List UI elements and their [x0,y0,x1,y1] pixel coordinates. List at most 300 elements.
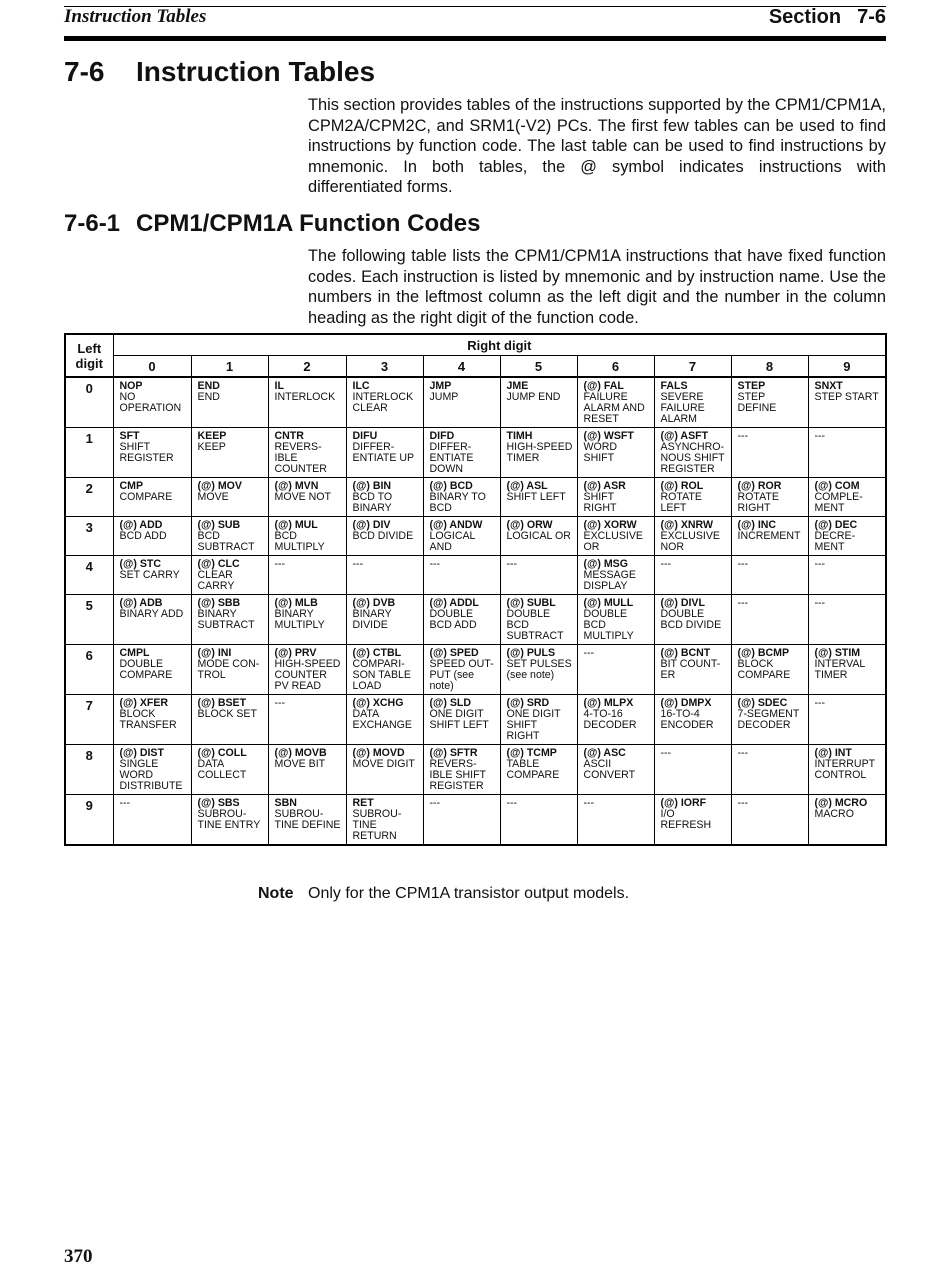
instruction-name: --- [583,647,595,659]
subsection-number: 7-6-1 [64,210,121,237]
instruction-cell [654,478,731,517]
instruction-cell [731,645,808,695]
left-digit-cell: 1 [65,428,113,478]
instruction-mnemonic: (@) MCRO [814,797,868,809]
document-page [64,0,886,1283]
instruction-cell [500,795,577,846]
instruction-cell [731,428,808,478]
instruction-name: NO OPERATION [119,391,182,414]
instruction-cell [500,695,577,745]
left-digit-cell: 3 [65,517,113,556]
left-digit-cell: 9 [65,795,113,846]
instruction-cell [268,428,346,478]
instruction-cell [808,556,886,595]
instruction-cell [731,745,808,795]
instruction-cell [113,745,191,795]
instruction-mnemonic: (@) ADD [119,519,163,531]
instruction-mnemonic: (@) SUBL [506,597,556,609]
instruction-mnemonic: KEEP [197,430,227,442]
instruction-name: MACRO [814,808,854,820]
instruction-cell [346,556,423,595]
column-header-6: 6 [577,356,654,378]
instruction-cell [731,478,808,517]
instruction-cell [113,377,191,428]
instruction-cell [577,645,654,695]
instruction-cell [268,377,346,428]
instruction-name: CLEAR CARRY [197,569,235,592]
instruction-cell [423,695,500,745]
instruction-name: --- [274,558,286,570]
instruction-mnemonic: (@) STIM [814,647,861,659]
instruction-name: BCD TO BINARY [352,491,393,514]
instruction-mnemonic: (@) MOVB [274,747,327,759]
instruction-name: SET PULSES (see note) [506,658,572,681]
instruction-cell [423,745,500,795]
instruction-mnemonic: (@) MULL [583,597,634,609]
instruction-name: --- [583,797,595,809]
instruction-cell [113,517,191,556]
instruction-cell [113,795,191,846]
instruction-name: --- [429,797,441,809]
instruction-cell [500,517,577,556]
table-row [65,795,886,846]
instruction-name: COMPLE-MENT [814,491,863,514]
instruction-name: --- [274,697,286,709]
instruction-mnemonic: NOP [119,380,143,392]
table-row [65,556,886,595]
instruction-name: --- [506,558,518,570]
instruction-name: ONE DIGIT SHIFT LEFT [429,708,489,731]
instruction-name: BINARY DIVIDE [352,608,392,631]
column-header-1: 1 [191,356,268,378]
instruction-name: SUBROU-TINE ENTRY [197,808,261,831]
instruction-name: BCD MULTIPLY [274,530,325,553]
instruction-cell [654,556,731,595]
instruction-cell [654,695,731,745]
instruction-mnemonic: (@) TCMP [506,747,557,759]
instruction-name: DOUBLE BCD SUBTRACT [506,608,564,642]
instruction-mnemonic: (@) INI [197,647,232,659]
instruction-mnemonic: (@) INT [814,747,852,759]
instruction-cell [268,745,346,795]
instruction-cell [346,595,423,645]
instruction-cell [113,695,191,745]
instruction-name: ROTATE RIGHT [737,491,779,514]
instruction-name: SHIFT RIGHT [583,491,617,514]
instruction-name: --- [429,558,441,570]
instruction-name: KEEP [197,441,226,453]
instruction-name: SHIFT LEFT [506,491,566,503]
instruction-name: MODE CON-TROL [197,658,260,681]
instruction-name: SINGLE WORD DISTRIBUTE [119,758,183,792]
instruction-cell [808,695,886,745]
table-row [65,645,886,695]
column-header-8: 8 [731,356,808,378]
instruction-name: DOUBLE BCD MULTIPLY [583,608,634,642]
instruction-mnemonic: (@) PRV [274,647,317,659]
instruction-mnemonic: ILC [352,380,370,392]
instruction-name: MOVE [197,491,229,503]
table-row [65,377,886,428]
instruction-cell [808,428,886,478]
instruction-name: BCD DIVIDE [352,530,414,542]
instruction-cell [346,645,423,695]
left-digit-cell: 0 [65,377,113,428]
table-row [65,595,886,645]
instruction-name: STEP DEFINE [737,391,777,414]
instruction-cell [268,795,346,846]
column-header-9: 9 [808,356,886,378]
instruction-name: HIGH-SPEED COUNTER PV READ [274,658,341,692]
instruction-cell [423,478,500,517]
instruction-cell [500,478,577,517]
instruction-cell [577,795,654,846]
instruction-mnemonic: (@) SFTR [429,747,478,759]
instruction-name: --- [660,747,672,759]
instruction-mnemonic: CMPL [119,647,150,659]
instruction-mnemonic: (@) SLD [429,697,472,709]
instruction-mnemonic: DIFU [352,430,378,442]
left-digit-cell: 6 [65,645,113,695]
left-digit-cell: 2 [65,478,113,517]
instruction-name: DOUBLE BCD ADD [429,608,477,631]
instruction-name: TABLE COMPARE [506,758,560,781]
instruction-mnemonic: (@) CLC [197,558,240,570]
instruction-cell [191,695,268,745]
instruction-name: MESSAGE DISPLAY [583,569,636,592]
column-header-0: 0 [113,356,191,378]
instruction-cell [191,795,268,846]
instruction-mnemonic: (@) MUL [274,519,318,531]
instruction-cell [268,645,346,695]
instruction-cell [268,556,346,595]
instruction-cell [423,517,500,556]
instruction-name: SET CARRY [119,569,180,581]
instruction-name: BCD ADD [119,530,167,542]
instruction-mnemonic: TIMH [506,430,533,442]
instruction-name: --- [737,747,749,759]
instruction-cell [654,595,731,645]
instruction-mnemonic: (@) MOVD [352,747,405,759]
instruction-cell [268,517,346,556]
instruction-cell [731,595,808,645]
instruction-mnemonic: (@) SBB [197,597,241,609]
instruction-mnemonic: (@) DIV [352,519,391,531]
instruction-cell [654,517,731,556]
instruction-cell [808,745,886,795]
instruction-cell [113,645,191,695]
instruction-name: MOVE DIGIT [352,758,415,770]
instruction-cell [577,595,654,645]
instruction-name: --- [737,430,749,442]
instruction-mnemonic: (@) INC [737,519,777,531]
instruction-cell [423,377,500,428]
instruction-mnemonic: SBN [274,797,297,809]
function-code-table [64,333,887,846]
header-section [753,6,886,29]
instruction-name: BINARY MULTIPLY [274,608,325,631]
instruction-name: COMPARI-SON TABLE LOAD [352,658,411,692]
section-heading [64,56,375,88]
instruction-mnemonic: (@) XFER [119,697,169,709]
table-row [65,517,886,556]
instruction-cell [423,795,500,846]
instruction-cell [500,377,577,428]
instruction-name: SHIFT REGISTER [119,441,174,464]
instruction-mnemonic: (@) WSFT [583,430,634,442]
instruction-mnemonic: (@) BCMP [737,647,790,659]
instruction-mnemonic: RET [352,797,374,809]
instruction-name: INTERRUPT CONTROL [814,758,875,781]
instruction-mnemonic: FALS [660,380,688,392]
header-title: Instruction Tables [64,6,207,27]
instruction-cell [191,645,268,695]
instruction-name: --- [737,597,749,609]
instruction-cell [346,745,423,795]
instruction-name: BCD SUBTRACT [197,530,255,553]
instruction-name: REVERS-IBLE COUNTER [274,441,327,475]
instruction-mnemonic: (@) ASR [583,480,626,492]
header-section-number: 7-6 [857,6,886,28]
instruction-mnemonic: STEP [737,380,766,392]
instruction-name: BINARY TO BCD [429,491,486,514]
instruction-name: HIGH-SPEED TIMER [506,441,573,464]
instruction-mnemonic: (@) PULS [506,647,556,659]
instruction-mnemonic: (@) MLPX [583,697,634,709]
instruction-name: --- [814,558,826,570]
instruction-name: JUMP END [506,391,561,403]
header-rule-bottom [64,36,886,41]
section-number: 7-6 [64,56,105,87]
instruction-name: INTERLOCK [274,391,336,403]
instruction-cell [577,377,654,428]
instruction-name: STEP START [814,391,879,403]
instruction-name: --- [814,697,826,709]
instruction-name: --- [660,558,672,570]
instruction-name: BLOCK SET [197,708,257,720]
left-digit-cell: 7 [65,695,113,745]
instruction-cell [191,478,268,517]
instruction-cell [346,795,423,846]
instruction-name: MOVE BIT [274,758,326,770]
instruction-mnemonic: (@) BSET [197,697,247,709]
instruction-cell [577,745,654,795]
instruction-mnemonic: JMP [429,380,452,392]
instruction-cell [346,517,423,556]
instruction-cell [500,595,577,645]
instruction-mnemonic: (@) XORW [583,519,637,531]
instruction-mnemonic: (@) ASC [583,747,626,759]
instruction-cell [191,595,268,645]
running-header [64,4,886,32]
instruction-mnemonic: (@) MOV [197,480,242,492]
table-row [65,695,886,745]
instruction-cell [731,517,808,556]
instruction-mnemonic: (@) SRD [506,697,550,709]
instruction-name: ROTATE LEFT [660,491,702,514]
instruction-mnemonic: (@) BCNT [660,647,711,659]
left-digit-cell: 4 [65,556,113,595]
instruction-name: SPEED OUT-PUT (see note) [429,658,494,692]
instruction-name: BINARY ADD [119,608,184,620]
instruction-name: --- [814,430,826,442]
instruction-cell [191,377,268,428]
instruction-name: INTERVAL TIMER [814,658,865,681]
instruction-name: ASYNCHRO-NOUS SHIFT REGISTER [660,441,725,475]
instruction-name: DOUBLE BCD DIVIDE [660,608,722,631]
instruction-name: --- [119,797,131,809]
instruction-name: MOVE NOT [274,491,332,503]
instruction-mnemonic: (@) SDEC [737,697,788,709]
instruction-cell [191,745,268,795]
header-section-label: Section [768,6,842,28]
instruction-mnemonic: (@) SBS [197,797,240,809]
instruction-name: --- [737,558,749,570]
instruction-mnemonic: (@) DEC [814,519,858,531]
instruction-name: INTERLOCK CLEAR [352,391,414,414]
instruction-cell [577,556,654,595]
instruction-cell [654,745,731,795]
column-header-4: 4 [423,356,500,378]
instruction-mnemonic: (@) STC [119,558,162,570]
instruction-mnemonic: CNTR [274,430,304,442]
instruction-mnemonic: (@) SUB [197,519,241,531]
instruction-name: JUMP [429,391,459,403]
instruction-name: LOGICAL OR [506,530,571,542]
instruction-mnemonic: (@) IORF [660,797,707,809]
instruction-cell [577,517,654,556]
instruction-name: DIFFER-ENTIATE UP [352,441,415,464]
instruction-name: ONE DIGIT SHIFT RIGHT [506,708,561,742]
instruction-cell [500,745,577,795]
instruction-cell [423,428,500,478]
instruction-mnemonic: SFT [119,430,140,442]
instruction-name: ASCII CONVERT [583,758,636,781]
instruction-cell [577,428,654,478]
column-header-2: 2 [268,356,346,378]
instruction-mnemonic: SNXT [814,380,843,392]
instruction-cell [577,695,654,745]
instruction-cell [191,517,268,556]
instruction-mnemonic: (@) ASL [506,480,548,492]
instruction-name: --- [814,597,826,609]
instruction-cell [731,556,808,595]
instruction-name: 16-TO-4 ENCODER [660,708,714,731]
instruction-mnemonic: (@) DMPX [660,697,712,709]
instruction-mnemonic: (@) ROL [660,480,704,492]
instruction-cell [577,478,654,517]
instruction-name: --- [352,558,364,570]
instruction-cell [346,478,423,517]
instruction-name: DATA EXCHANGE [352,708,412,731]
instruction-name: DOUBLE COMPARE [119,658,173,681]
instruction-cell [731,695,808,745]
instruction-mnemonic: (@) FAL [583,380,624,392]
instruction-name: BLOCK COMPARE [737,658,791,681]
instruction-cell [731,377,808,428]
instruction-cell [346,377,423,428]
instruction-name: SUBROU-TINE RETURN [352,808,402,842]
instruction-cell [268,478,346,517]
instruction-cell [808,645,886,695]
instruction-name: 7-SEGMENT DECODER [737,708,800,731]
instruction-mnemonic: (@) MSG [583,558,628,570]
instruction-mnemonic: END [197,380,220,392]
instruction-name: I/O REFRESH [660,808,712,831]
column-header-3: 3 [346,356,423,378]
instruction-mnemonic: CMP [119,480,144,492]
instruction-mnemonic: (@) MLB [274,597,318,609]
instruction-name: BIT COUNT-ER [660,658,721,681]
instruction-mnemonic: (@) COM [814,480,860,492]
instruction-name: DATA COLLECT [197,758,247,781]
instruction-mnemonic: (@) XNRW [660,519,714,531]
instruction-mnemonic: JME [506,380,529,392]
subsection-heading [64,210,480,238]
instruction-mnemonic: DIFD [429,430,455,442]
instruction-mnemonic: (@) DIST [119,747,164,759]
instruction-mnemonic: (@) ASFT [660,430,709,442]
instruction-cell [113,595,191,645]
column-header-7: 7 [654,356,731,378]
table-note [258,885,629,903]
instruction-mnemonic: (@) DVB [352,597,396,609]
instruction-name: EXCLUSIVE NOR [660,530,720,553]
instruction-name: DECRE-MENT [814,530,856,553]
instruction-name: LOGICAL AND [429,530,476,553]
instruction-name: BLOCK TRANSFER [119,708,177,731]
instruction-mnemonic: (@) BIN [352,480,392,492]
instruction-cell [423,595,500,645]
instruction-cell [808,517,886,556]
instruction-mnemonic: (@) ANDW [429,519,483,531]
instruction-name: --- [506,797,518,809]
instruction-cell [808,795,886,846]
instruction-mnemonic: (@) SPED [429,647,479,659]
instruction-name: 4-TO-16 DECODER [583,708,637,731]
right-digit-header: Right digit [113,334,886,356]
page-number: 370 [64,1246,93,1267]
instruction-mnemonic: (@) XCHG [352,697,404,709]
table-row [65,745,886,795]
instruction-mnemonic: (@) BCD [429,480,473,492]
instruction-mnemonic: (@) ADDL [429,597,479,609]
table-row [65,428,886,478]
instruction-name: REVERS-IBLE SHIFT REGISTER [429,758,486,792]
instruction-cell [191,556,268,595]
instruction-cell [423,556,500,595]
note-text: Only for the CPM1A transistor output models. [308,885,630,902]
left-digit-cell: 8 [65,745,113,795]
instruction-cell [500,645,577,695]
instruction-mnemonic: (@) MVN [274,480,319,492]
instruction-name: SEVERE FAILURE ALARM [660,391,705,425]
instruction-cell [268,695,346,745]
left-digit-cell: 5 [65,595,113,645]
instruction-mnemonic: (@) ADB [119,597,163,609]
instruction-cell [346,695,423,745]
section-title: Instruction Tables [136,56,376,87]
instruction-name: WORD SHIFT [583,441,618,464]
subsection-intro-paragraph: The following table lists the CPM1/CPM1A instructions that have fixed function codes. Each instruction is listed by mnemonic and by instruction name. Use the numbers in the leftmost column as the left digit and the number in the column heading as the right digit of the function code. [308,247,886,327]
instruction-mnemonic: (@) DIVL [660,597,705,609]
instruction-cell [113,428,191,478]
instruction-mnemonic: (@) ROR [737,480,782,492]
instruction-cell [423,645,500,695]
instruction-name: INCREMENT [737,530,801,542]
instruction-cell [113,556,191,595]
column-header-5: 5 [500,356,577,378]
